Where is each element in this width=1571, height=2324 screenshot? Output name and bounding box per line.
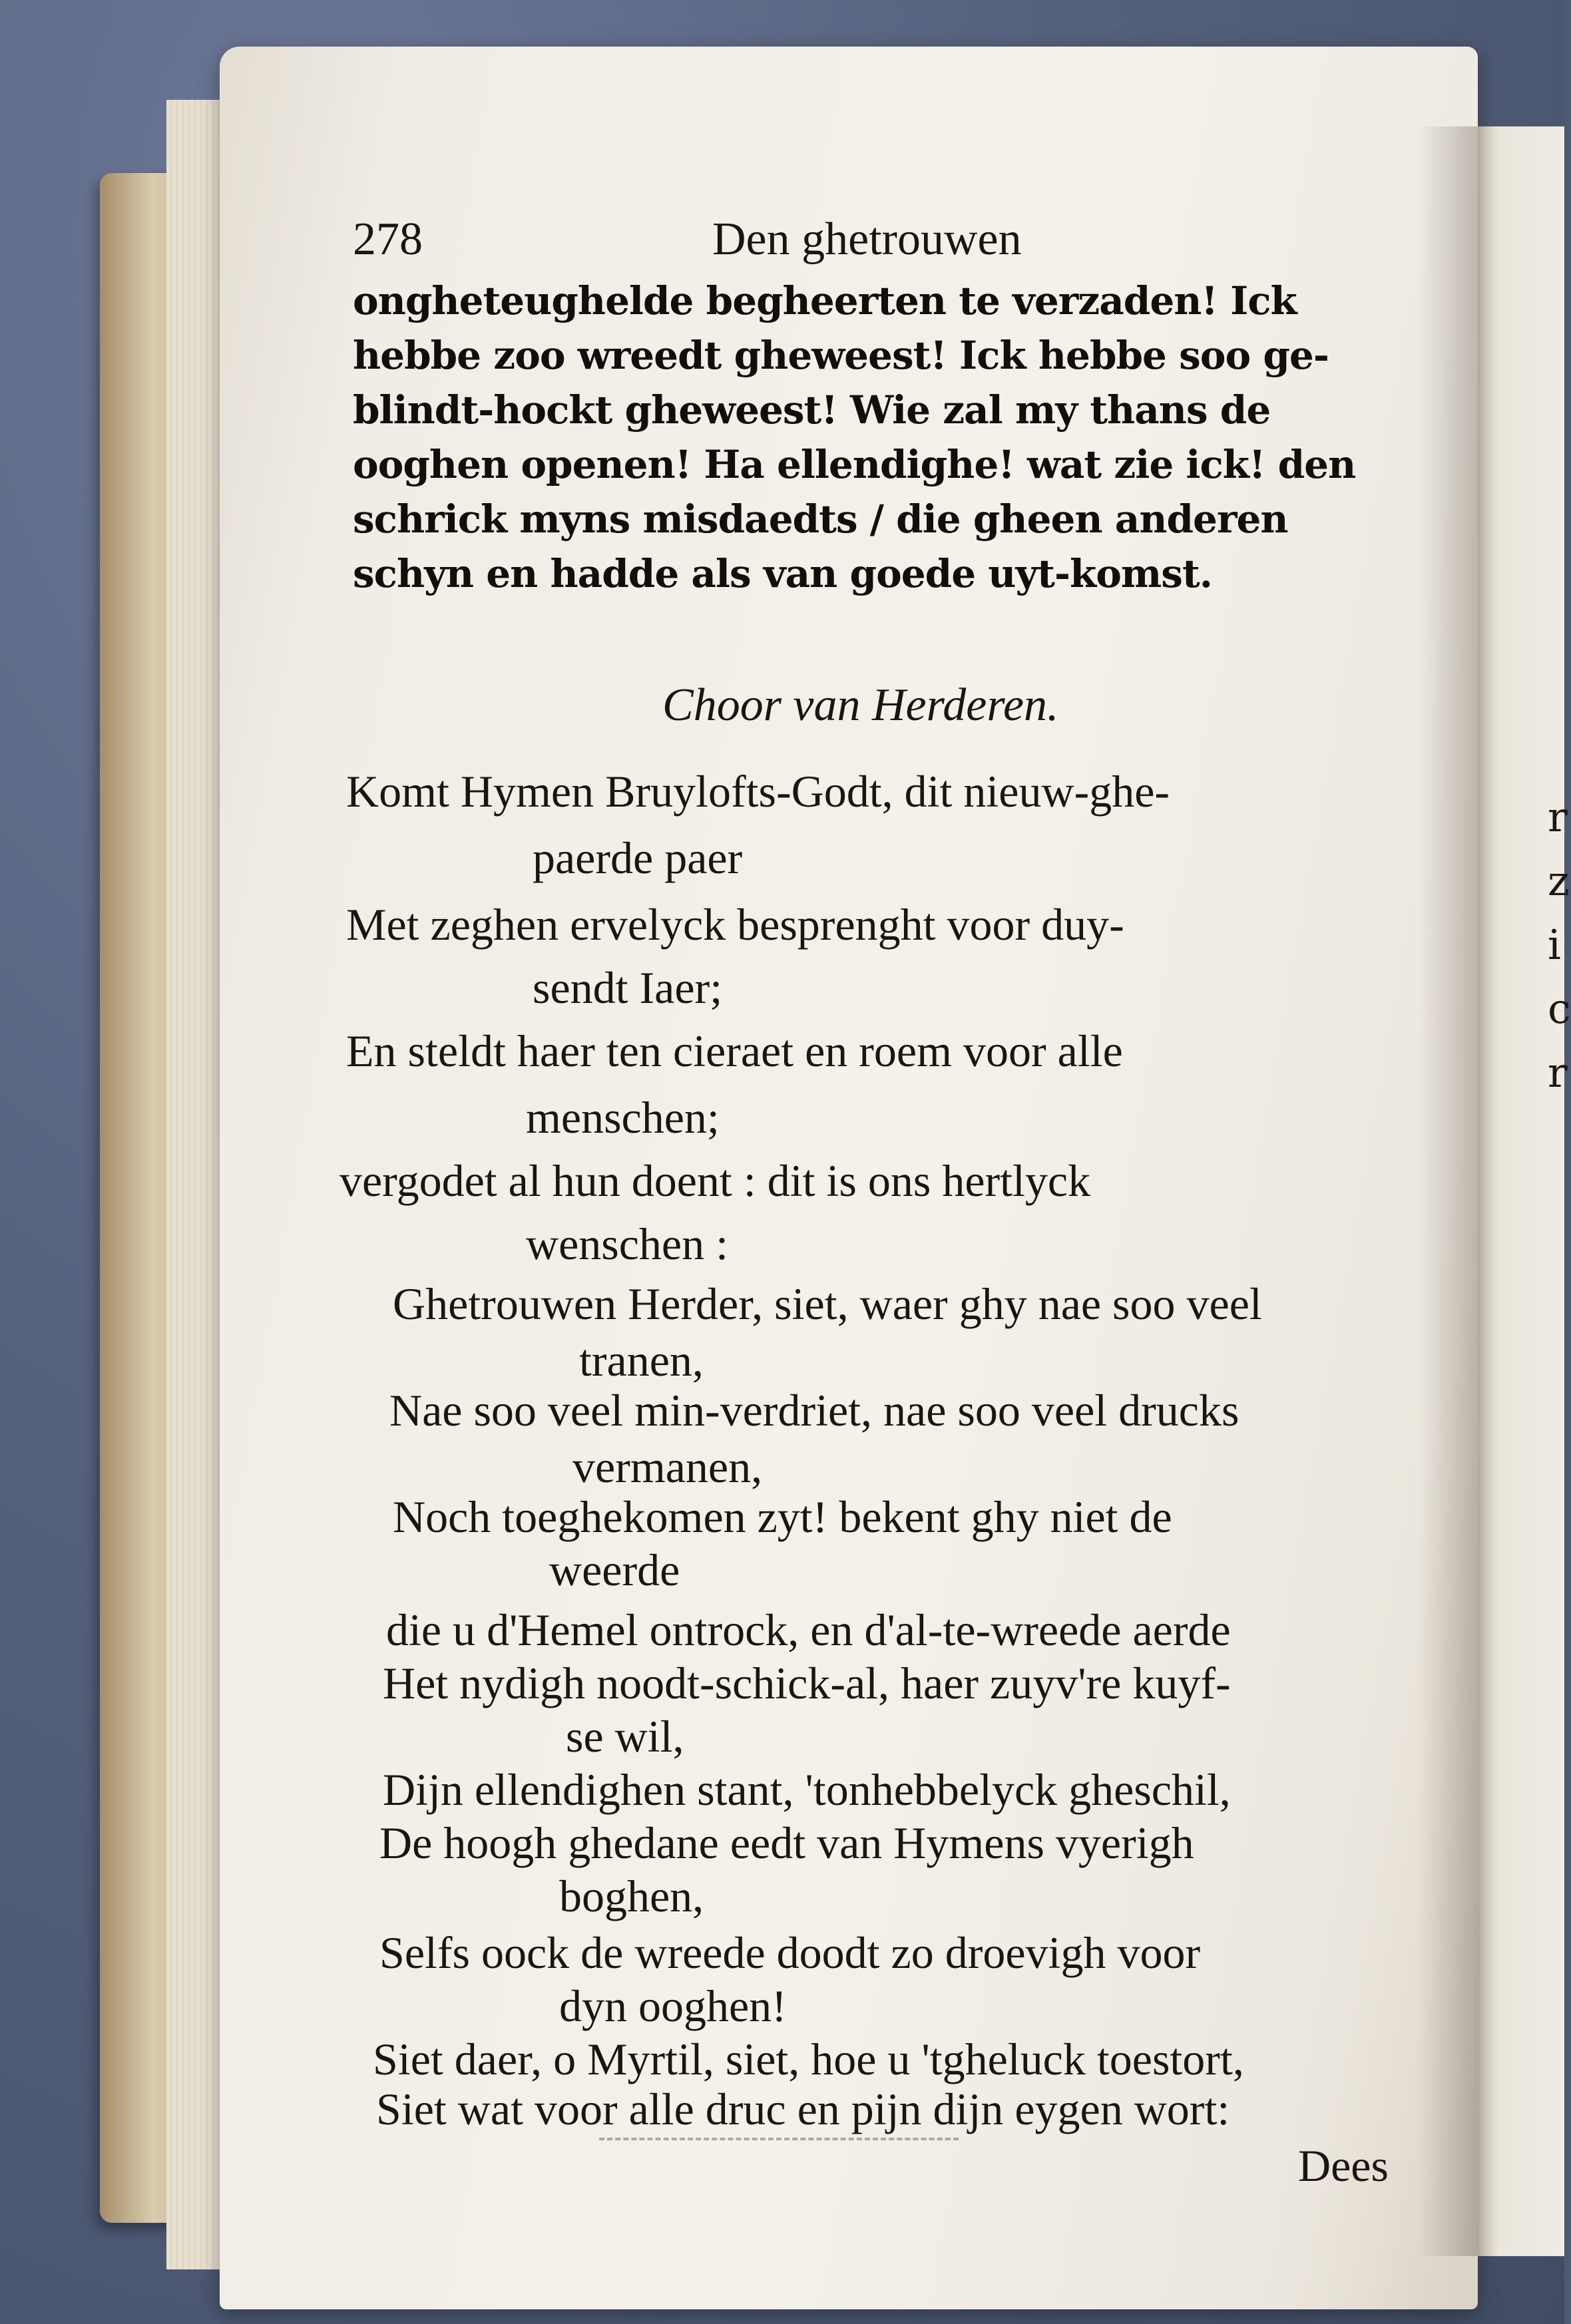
verse-line: Siet daer, o Myrtil, siet, hoe u 'tgheluck toestort, <box>373 2034 1244 2084</box>
verse-line: Het nydigh noodt-schick-al, haer zuyv're kuyf- <box>383 1658 1231 1708</box>
verse-line: Siet wat voor alle druc en pijn dijn eygen wort: <box>376 2084 1230 2134</box>
chorus-title: Choor van Herderen. <box>662 679 1059 731</box>
verse-line: tranen, <box>579 1335 704 1386</box>
verse-line: Komt Hymen Bruylofts-Godt, dit nieuw-ghe- <box>346 766 1170 817</box>
edge-letter: i <box>1548 920 1561 969</box>
verse-line: weerde <box>549 1545 680 1595</box>
edge-letter: r <box>1548 1048 1568 1097</box>
catchword: Dees <box>1298 2140 1389 2191</box>
verse-line: die u d'Hemel ontrock, en d'al-te-wreede aerde <box>386 1605 1231 1655</box>
verse-line: Selfs oock de wreede doodt zo droevigh voor <box>379 1927 1201 1978</box>
prose-line: blindt-hockt gheweest! Wie zal my thans de <box>353 387 1271 433</box>
page-number: 278 <box>353 214 423 265</box>
edge-letter: c <box>1548 984 1571 1033</box>
verse-line: Ghetrouwen Herder, siet, waer ghy nae soo veel <box>393 1278 1262 1329</box>
edge-letter: z <box>1548 857 1570 905</box>
verse-line: menschen; <box>526 1092 720 1143</box>
verse-line: Met zeghen ervelyck besprenght voor duy- <box>346 899 1124 950</box>
verse-line: se wil, <box>566 1711 684 1762</box>
verse-line: En steldt haer ten cieraet en roem voor alle <box>346 1026 1123 1076</box>
facing-page-edge-letters <box>1548 785 1571 1105</box>
verse-line: Nae soo veel min-verdriet, nae soo veel drucks <box>389 1385 1239 1436</box>
prose-line: schyn en hadde als van goede uyt-komst. <box>353 551 1212 596</box>
verse-line: boghen, <box>559 1871 704 1921</box>
edge-letter: r <box>1548 793 1568 841</box>
running-head: Den ghetrouwen <box>712 214 1022 265</box>
prose-line: ooghen openen! Ha ellendighe! wat zie ick! den <box>353 442 1356 487</box>
verse-line: Noch toeghekomen zyt! bekent ghy niet de <box>393 1491 1172 1542</box>
verse-line: vergodet al hun doent : dit is ons hertlyck <box>339 1155 1091 1206</box>
prose-line: hebbe zoo wreedt gheweest! Ick hebbe soo ge- <box>353 333 1329 378</box>
prose-line: ongheteugheldе begheerten te verzaden! Ick <box>353 278 1297 323</box>
verse-line: dyn ooghen! <box>559 1981 787 2031</box>
gutter-shadow <box>1418 126 1478 2256</box>
verse-line: Dijn ellendighen stant, 'tonhebbelyck gheschil, <box>383 1764 1231 1815</box>
verse-line: sendt Iaer; <box>533 962 723 1013</box>
verse-line: De hoogh ghedane eedt van Hymens vyerigh <box>379 1818 1194 1868</box>
prose-line: schrick myns misdaedts / die gheen anderen <box>353 496 1288 542</box>
facing-page <box>1471 126 1571 2256</box>
verse-line: wenschen : <box>526 1219 729 1269</box>
bleed-through-rule <box>599 2138 959 2140</box>
verse-line: vermanen, <box>572 1442 763 1492</box>
verse-line: paerde paer <box>533 833 743 883</box>
